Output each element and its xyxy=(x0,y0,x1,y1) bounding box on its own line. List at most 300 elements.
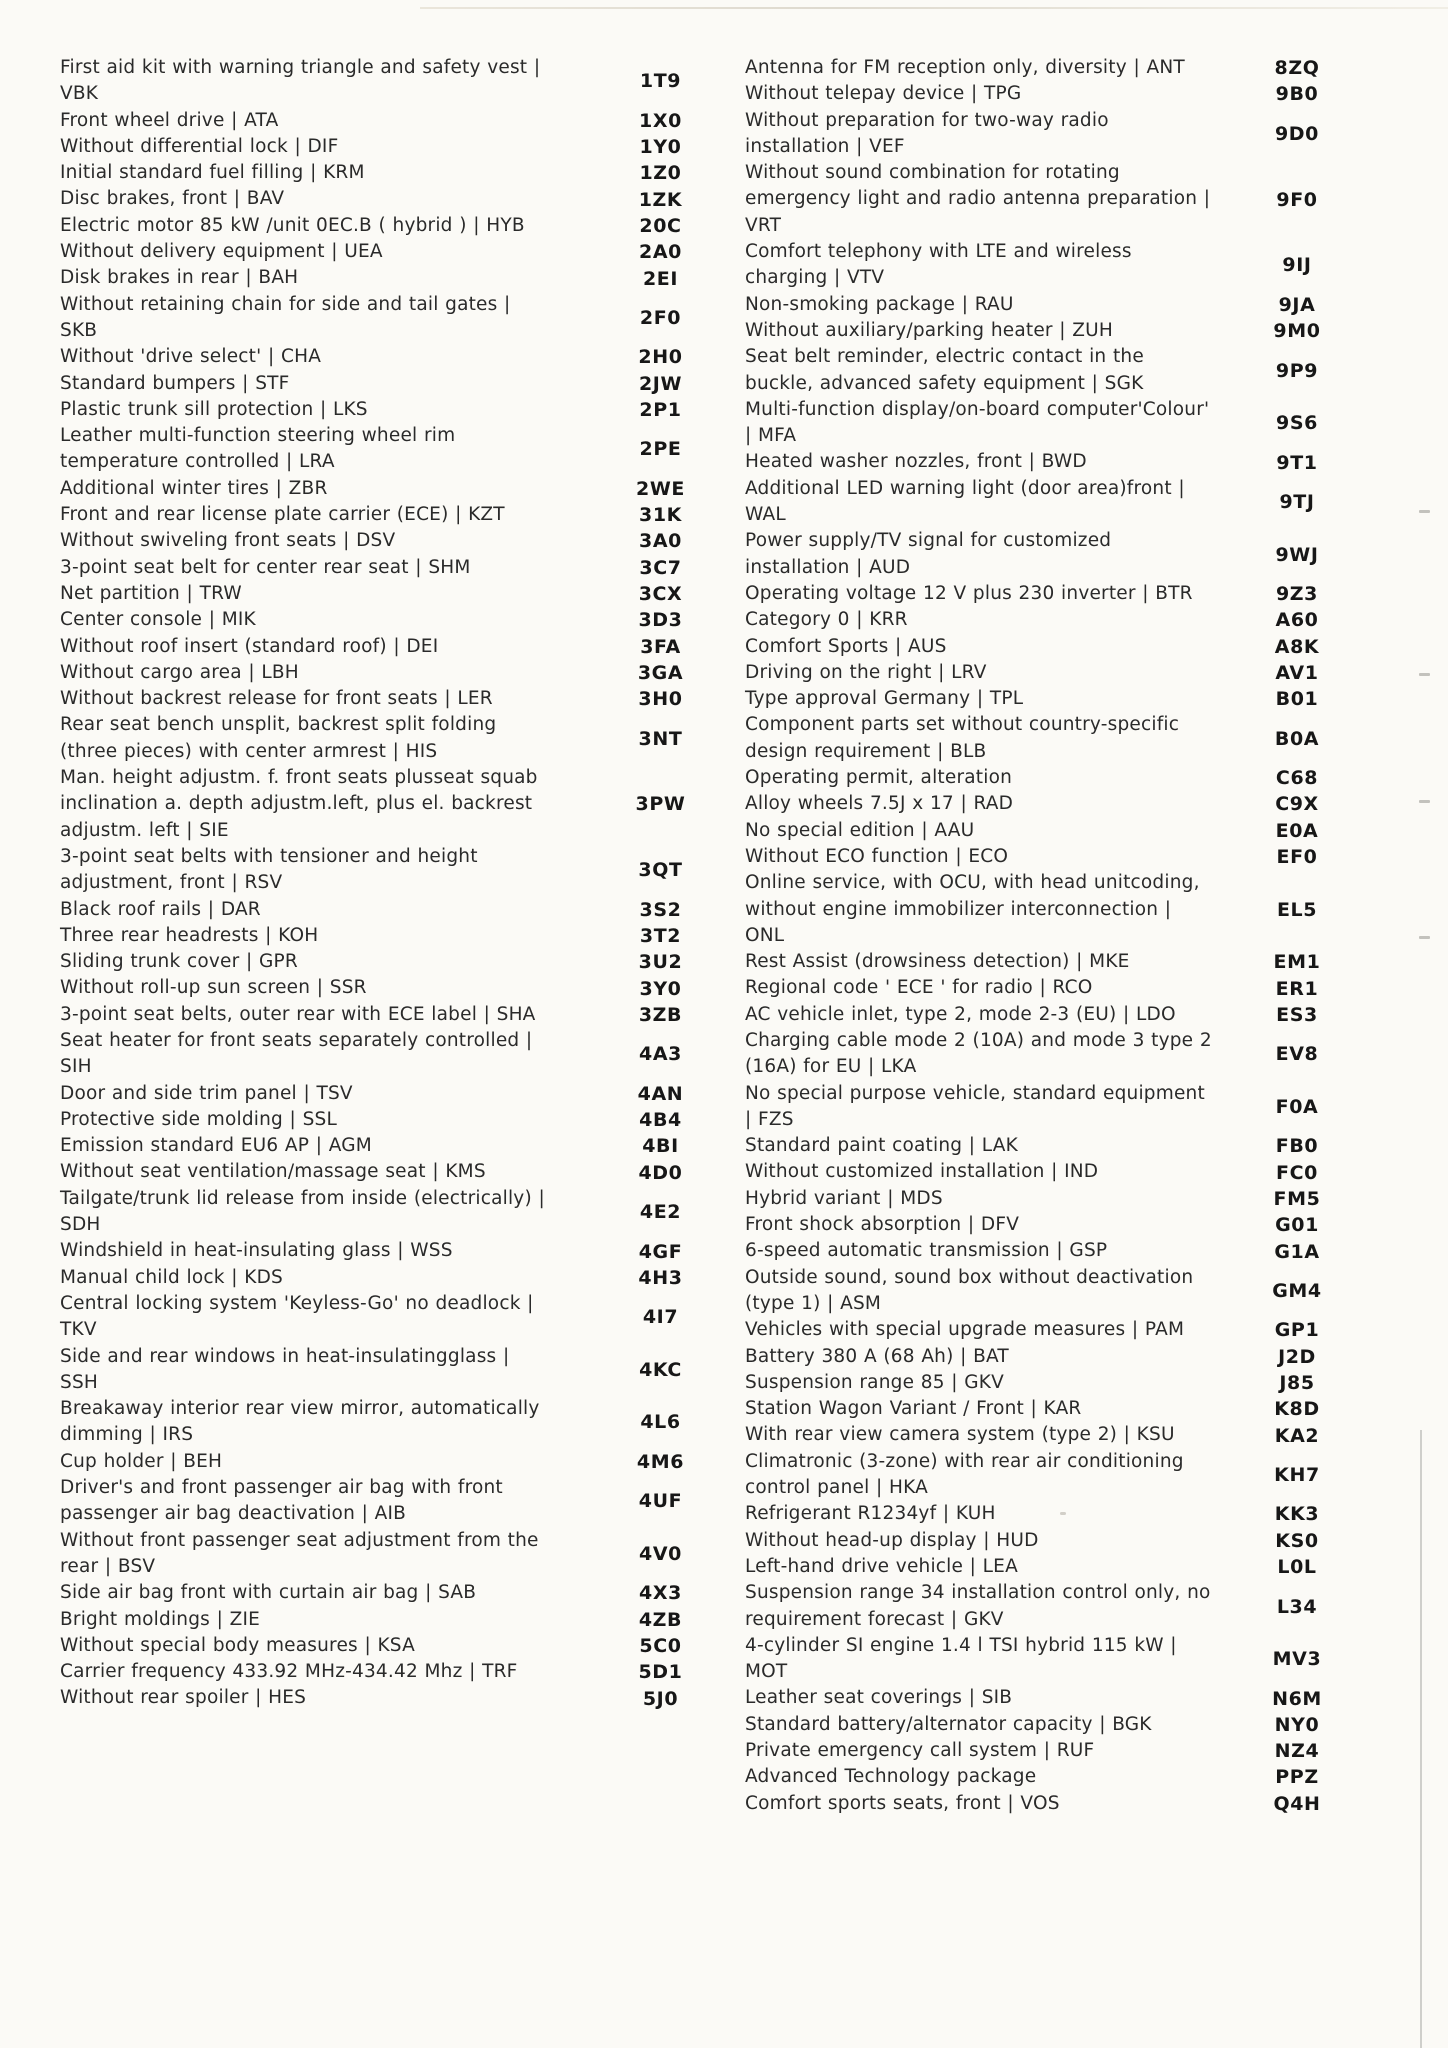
option-description: Without 'drive select' | CHA xyxy=(60,346,322,368)
option-row xyxy=(745,791,1379,817)
option-description: Alloy wheels 7.5J x 17 | RAD xyxy=(745,793,1014,815)
option-code: 4KC xyxy=(639,1358,682,1381)
option-row xyxy=(745,292,1379,318)
option-row xyxy=(60,923,769,949)
option-code: 2A0 xyxy=(639,241,682,264)
option-code: 3D3 xyxy=(638,609,683,632)
option-description: Without preparation for two-way radio installation | VEF xyxy=(745,109,1109,157)
option-description: Emission standard EU6 AP | AGM xyxy=(60,1135,372,1157)
option-code: 2H0 xyxy=(638,346,683,369)
option-code: J2D xyxy=(1278,1345,1316,1368)
option-description: Windshield in heat-insulating glass | WSS xyxy=(60,1240,453,1262)
scan-margin-dash xyxy=(1419,800,1430,803)
option-description: Initial standard fuel filling | KRM xyxy=(60,162,365,184)
option-row xyxy=(745,1186,1379,1212)
option-row xyxy=(60,1028,769,1081)
option-description: Without seat ventilation/massage seat | KMS xyxy=(60,1161,486,1183)
option-description: Suspension range 34 installation control only, no requirement forecast | GKV xyxy=(745,1582,1211,1630)
option-description: Cup holder | BEH xyxy=(60,1450,223,1472)
option-row xyxy=(745,975,1379,1001)
option-row xyxy=(60,528,769,554)
option-row xyxy=(60,55,769,108)
option-row xyxy=(745,634,1379,660)
option-row xyxy=(745,1344,1379,1370)
option-code: 3C7 xyxy=(639,556,682,579)
option-description: Vehicles with special upgrade measures | PAM xyxy=(745,1319,1185,1341)
option-row xyxy=(60,1607,769,1633)
option-row xyxy=(745,1738,1379,1764)
option-description: Additional LED warning light (door area)front | WAL xyxy=(745,477,1185,526)
option-code: 9Z3 xyxy=(1275,583,1319,606)
option-code: 9B0 xyxy=(1275,83,1319,106)
option-description: Comfort Sports | AUS xyxy=(745,635,947,657)
option-row xyxy=(745,1212,1379,1238)
option-code: ER1 xyxy=(1275,977,1319,1000)
option-row xyxy=(60,949,769,975)
option-code: 4I7 xyxy=(642,1306,679,1329)
option-code: 9P9 xyxy=(1275,359,1319,382)
option-code: 9WJ xyxy=(1275,543,1319,566)
option-code: 3T2 xyxy=(639,924,682,947)
option-description: Power supply/TV signal for customized installation | AUD xyxy=(745,530,1112,578)
option-code: 3CX xyxy=(638,583,683,606)
option-description: Standard battery/alternator capacity | BGK xyxy=(745,1713,1152,1735)
option-row xyxy=(60,1265,769,1291)
option-row xyxy=(745,686,1379,712)
option-code: 3U2 xyxy=(638,951,683,974)
option-row xyxy=(60,1685,769,1711)
option-description: 3-point seat belts with tensioner and height adjustment, front | RSV xyxy=(60,845,478,894)
option-code: FB0 xyxy=(1275,1135,1319,1158)
option-row xyxy=(60,1186,769,1239)
option-description: Without telepay device | TPG xyxy=(745,83,1022,105)
option-code: 2PE xyxy=(639,438,682,461)
option-description: Sliding trunk cover | GPR xyxy=(60,951,298,973)
option-description: Without roof insert (standard roof) | DEI xyxy=(60,635,439,657)
option-code: F0A xyxy=(1275,1095,1319,1118)
option-row xyxy=(60,634,769,660)
option-description: No special edition | AAU xyxy=(745,819,975,841)
option-code: 4L6 xyxy=(640,1411,681,1434)
option-row xyxy=(60,160,769,186)
option-code: 9M0 xyxy=(1273,320,1321,343)
option-description: Man. height adjustm. f. front seats plusseat squab inclination a. depth adjustm.left, plus el. backrest adjustm. left | SIE xyxy=(60,767,538,841)
option-description: Door and side trim panel | TSV xyxy=(60,1082,353,1104)
option-code: 4BI xyxy=(642,1135,679,1158)
option-code: 1X0 xyxy=(639,109,682,132)
option-description: Leather seat coverings | SIB xyxy=(745,1687,1013,1709)
option-code: 5D1 xyxy=(638,1661,683,1684)
option-code: 9IJ xyxy=(1282,254,1312,277)
option-row xyxy=(60,1580,769,1606)
option-row xyxy=(745,581,1379,607)
option-row xyxy=(60,1107,769,1133)
option-code: 9JA xyxy=(1278,293,1316,316)
option-row xyxy=(60,1002,769,1028)
option-row xyxy=(60,239,769,265)
option-row xyxy=(745,1396,1379,1422)
option-code: EV8 xyxy=(1275,1043,1319,1066)
option-row xyxy=(745,1449,1379,1502)
option-row xyxy=(60,1475,769,1528)
option-code: KH7 xyxy=(1274,1464,1320,1487)
option-description: Front shock absorption | DFV xyxy=(745,1214,1020,1236)
option-description: Without cargo area | LBH xyxy=(60,661,299,683)
option-code: 2WE xyxy=(636,477,685,500)
option-row xyxy=(745,1159,1379,1185)
option-row xyxy=(60,581,769,607)
option-description: AC vehicle inlet, type 2, mode 2-3 (EU) | LDO xyxy=(745,1003,1176,1025)
option-row xyxy=(745,1133,1379,1159)
option-description: Side and rear windows in heat-insulatingglass | SSH xyxy=(60,1345,510,1393)
option-row xyxy=(745,949,1379,975)
option-code: 5C0 xyxy=(639,1634,682,1657)
option-row xyxy=(745,318,1379,344)
scan-margin-dash xyxy=(1419,510,1430,513)
option-code: 4X3 xyxy=(639,1582,682,1605)
option-row xyxy=(745,1265,1379,1318)
option-description: No special purpose vehicle, standard equipment | FZS xyxy=(745,1082,1205,1130)
option-code: 4ZB xyxy=(638,1608,683,1631)
option-description: Climatronic (3-zone) with rear air conditioning control panel | HKA xyxy=(745,1450,1184,1499)
option-description: Front and rear license plate carrier (ECE) | KZT xyxy=(60,504,505,526)
option-description: Left-hand drive vehicle | LEA xyxy=(745,1555,1018,1577)
option-description: Component parts set without country-specific design requirement | BLB xyxy=(745,714,1180,762)
option-code: 3QT xyxy=(638,859,683,882)
option-description: First aid kit with warning triangle and safety vest | VBK xyxy=(60,57,541,105)
option-code: NY0 xyxy=(1274,1713,1320,1736)
option-row xyxy=(60,1133,769,1159)
option-description: Front wheel drive | ATA xyxy=(60,109,279,131)
option-row xyxy=(745,870,1379,949)
option-code: 3FA xyxy=(640,635,681,658)
option-row xyxy=(745,1580,1379,1633)
option-description: Without front passenger seat adjustment from the rear | BSV xyxy=(60,1529,539,1577)
option-description: Black roof rails | DAR xyxy=(60,898,261,920)
option-description: Rear seat bench unsplit, backrest split folding (three pieces) with center armrest | HIS xyxy=(60,714,497,762)
option-row xyxy=(745,55,1379,81)
option-code: 3NT xyxy=(638,727,683,750)
scan-margin-dash xyxy=(1419,936,1430,939)
option-description: Non-smoking package | RAU xyxy=(745,293,1014,315)
option-description: Tailgate/trunk lid release from inside (electrically) | SDH xyxy=(60,1187,545,1236)
option-description: Standard paint coating | LAK xyxy=(745,1135,1018,1157)
option-code: 3ZB xyxy=(638,1003,683,1026)
option-code: GP1 xyxy=(1274,1319,1320,1342)
option-code: B0A xyxy=(1274,727,1320,750)
option-code: 4A3 xyxy=(639,1043,682,1066)
option-row xyxy=(745,344,1379,397)
option-row xyxy=(60,423,769,476)
option-description: Without differential lock | DIF xyxy=(60,135,339,157)
option-row xyxy=(60,1344,769,1397)
option-row xyxy=(745,1370,1379,1396)
option-code: GM4 xyxy=(1272,1279,1322,1302)
scan-top-edge-artifact xyxy=(420,7,1448,9)
option-row xyxy=(745,239,1379,292)
option-row xyxy=(745,1528,1379,1554)
option-code: PPZ xyxy=(1275,1766,1319,1789)
option-code: 4UF xyxy=(638,1490,683,1513)
option-description: Seat heater for front seats separately controlled | SIH xyxy=(60,1029,533,1078)
option-code: 2JW xyxy=(638,372,683,395)
option-row xyxy=(745,1081,1379,1134)
option-code: L34 xyxy=(1276,1595,1318,1618)
option-description: Private emergency call system | RUF xyxy=(745,1740,1095,1761)
option-code: KA2 xyxy=(1274,1424,1320,1447)
option-row xyxy=(745,1002,1379,1028)
option-description: Disk brakes in rear | BAH xyxy=(60,267,299,289)
option-row xyxy=(745,1238,1379,1264)
option-code: A8K xyxy=(1274,635,1320,658)
option-code: 9F0 xyxy=(1276,188,1318,211)
option-description: Net partition | TRW xyxy=(60,582,242,604)
option-description: Leather multi-function steering wheel rim temperature controlled | LRA xyxy=(60,425,456,473)
option-row xyxy=(60,292,769,345)
option-row xyxy=(745,160,1379,239)
option-code: A60 xyxy=(1275,609,1319,632)
option-description: Manual child lock | KDS xyxy=(60,1266,283,1288)
options-column-left xyxy=(60,55,769,1712)
option-code: 4V0 xyxy=(639,1542,682,1565)
option-code: ES3 xyxy=(1276,1003,1318,1026)
option-description: Operating permit, alteration xyxy=(745,767,1013,789)
option-description: Regional code ' ECE ' for radio | RCO xyxy=(745,977,1093,999)
option-code: B01 xyxy=(1275,688,1319,711)
option-code: 4GF xyxy=(638,1240,683,1263)
option-code: Q4H xyxy=(1273,1792,1321,1815)
option-row xyxy=(745,607,1379,633)
option-description: Operating voltage 12 V plus 230 inverter | BTR xyxy=(745,582,1193,604)
option-code: C9X xyxy=(1275,793,1319,816)
option-row xyxy=(60,1396,769,1449)
scan-right-edge-line xyxy=(1420,1430,1422,2048)
option-description: Type approval Germany | TPL xyxy=(745,688,1024,710)
option-row xyxy=(745,397,1379,450)
option-row xyxy=(745,476,1379,529)
option-code: FM5 xyxy=(1273,1187,1321,1210)
option-row xyxy=(745,1633,1379,1686)
option-description: Without swiveling front seats | DSV xyxy=(60,530,396,552)
option-code: 2P1 xyxy=(639,399,682,421)
option-code: G1A xyxy=(1274,1240,1320,1263)
option-row xyxy=(60,502,769,528)
option-code: 31K xyxy=(639,504,682,527)
option-description: Plastic trunk sill protection | LKS xyxy=(60,398,368,420)
option-row xyxy=(60,1291,769,1344)
option-row xyxy=(60,686,769,712)
option-code: 3H0 xyxy=(638,688,683,711)
options-column-right xyxy=(745,55,1379,1817)
option-code: E0A xyxy=(1275,819,1319,842)
option-code: 4B4 xyxy=(639,1109,682,1132)
option-row xyxy=(60,108,769,134)
option-row xyxy=(745,1028,1379,1081)
option-description: Suspension range 85 | GKV xyxy=(745,1371,1004,1393)
option-description: Without roll-up sun screen | SSR xyxy=(60,977,367,999)
option-code: 5J0 xyxy=(642,1687,679,1710)
option-description: Disc brakes, front | BAV xyxy=(60,188,285,210)
option-code: 2EI xyxy=(642,267,679,290)
option-row xyxy=(60,1528,769,1581)
option-description: Refrigerant R1234yf | KUH xyxy=(745,1503,996,1525)
scan-margin-dash xyxy=(1419,673,1430,676)
option-description: Carrier frequency 433.92 MHz-434.42 Mhz | TRF xyxy=(60,1661,518,1683)
option-description: Side air bag front with curtain air bag | SAB xyxy=(60,1582,477,1604)
option-code: 1T9 xyxy=(639,70,682,93)
option-code: 9T1 xyxy=(1276,451,1318,474)
option-description: Outside sound, sound box without deactivation (type 1) | ASM xyxy=(745,1266,1194,1314)
option-description: Standard bumpers | STF xyxy=(60,372,290,394)
option-description: Multi-function display/on-board computer'Colour' | MFA xyxy=(745,398,1210,447)
option-row xyxy=(745,528,1379,581)
option-description: Battery 380 A (68 Ah) | BAT xyxy=(745,1345,1009,1367)
option-code: J85 xyxy=(1279,1371,1315,1394)
option-description: Without sound combination for rotating emergency light and radio antenna preparation | VRT xyxy=(745,162,1211,236)
option-code: 4E2 xyxy=(639,1201,682,1224)
option-description: Three rear headrests | KOH xyxy=(60,924,319,946)
option-row xyxy=(745,1422,1379,1448)
option-code: 3S2 xyxy=(639,898,682,921)
option-description: Without backrest release for front seats | LER xyxy=(60,688,493,710)
option-code: C68 xyxy=(1275,767,1319,790)
option-row xyxy=(60,555,769,581)
option-code: NZ4 xyxy=(1274,1740,1320,1763)
option-description: 3-point seat belts, outer rear with ECE label | SHA xyxy=(60,1003,536,1025)
option-code: 9TJ xyxy=(1279,491,1315,514)
option-description: Station Wagon Variant / Front | KAR xyxy=(745,1398,1082,1420)
option-row xyxy=(60,897,769,923)
option-description: Driver's and front passenger air bag with front passenger air bag deactivation | AIB xyxy=(60,1477,503,1525)
option-row xyxy=(745,1712,1379,1738)
option-description: Additional winter tires | ZBR xyxy=(60,477,328,499)
option-row xyxy=(60,1659,769,1685)
option-description: Antenna for FM reception only, diversity | ANT xyxy=(745,57,1185,78)
option-row xyxy=(60,1238,769,1264)
option-description: Central locking system 'Keyless-Go' no deadlock | TKV xyxy=(60,1292,534,1341)
option-row xyxy=(745,108,1379,161)
option-description: Without delivery equipment | UEA xyxy=(60,241,383,263)
option-description: Category 0 | KRR xyxy=(745,609,908,631)
option-row xyxy=(60,213,769,239)
option-description: Without customized installation | IND xyxy=(745,1161,1099,1183)
option-row xyxy=(60,1081,769,1107)
option-row xyxy=(745,1791,1379,1817)
option-row xyxy=(745,449,1379,475)
option-code: 9S6 xyxy=(1276,412,1318,435)
option-description: Without ECO function | ECO xyxy=(745,845,1009,867)
option-code: 3A0 xyxy=(639,530,682,553)
option-description: 6-speed automatic transmission | GSP xyxy=(745,1240,1108,1262)
option-code: 3PW xyxy=(635,793,686,816)
option-row xyxy=(60,1449,769,1475)
option-code: K8D xyxy=(1274,1398,1320,1421)
option-row xyxy=(60,476,769,502)
option-code: 3GA xyxy=(637,661,684,684)
option-row xyxy=(745,1685,1379,1711)
option-code: 2F0 xyxy=(639,306,682,329)
option-code: EL5 xyxy=(1276,898,1318,921)
option-row xyxy=(60,186,769,212)
option-description: Breakaway interior rear view mirror, automatically dimming | IRS xyxy=(60,1398,540,1446)
option-row xyxy=(60,1159,769,1185)
option-code: FC0 xyxy=(1276,1161,1318,1184)
option-description: Heated washer nozzles, front | BWD xyxy=(745,451,1087,473)
option-code: N6M xyxy=(1272,1687,1322,1710)
option-description: Without rear spoiler | HES xyxy=(60,1687,307,1709)
option-row xyxy=(60,265,769,291)
option-code: G01 xyxy=(1275,1214,1319,1237)
option-row xyxy=(60,134,769,160)
option-row xyxy=(745,660,1379,686)
option-row xyxy=(60,371,769,397)
option-row xyxy=(745,1764,1379,1790)
option-code: 3Y0 xyxy=(639,977,682,1000)
option-code: 8ZQ xyxy=(1274,57,1320,80)
option-description: Driving on the right | LRV xyxy=(745,661,987,683)
option-row xyxy=(745,81,1379,107)
option-code: 20C xyxy=(639,214,682,237)
option-row xyxy=(745,818,1379,844)
option-code: MV3 xyxy=(1272,1648,1322,1671)
option-code: 4D0 xyxy=(638,1161,683,1184)
option-description: Advanced Technology package xyxy=(745,1766,1037,1788)
option-code: 9D0 xyxy=(1274,122,1319,145)
option-row xyxy=(745,844,1379,870)
option-row xyxy=(745,1501,1379,1527)
option-row xyxy=(745,712,1379,765)
option-code: KK3 xyxy=(1274,1503,1320,1526)
option-row xyxy=(60,607,769,633)
option-description: Hybrid variant | MDS xyxy=(745,1187,943,1209)
option-description: Protective side molding | SSL xyxy=(60,1108,337,1130)
option-code: AV1 xyxy=(1275,661,1319,684)
option-code: 1Z0 xyxy=(639,162,682,185)
option-row xyxy=(745,765,1379,791)
option-code: EF0 xyxy=(1276,846,1318,869)
option-description: With rear view camera system (type 2) | KSU xyxy=(745,1424,1175,1446)
option-row xyxy=(60,844,769,897)
option-code: KS0 xyxy=(1275,1529,1319,1552)
option-description: Without retaining chain for side and tail gates | SKB xyxy=(60,293,511,341)
option-row xyxy=(60,1633,769,1659)
option-code: 1Y0 xyxy=(639,136,682,159)
option-description: 3-point seat belt for center rear seat | SHM xyxy=(60,556,471,578)
option-description: 4-cylinder SI engine 1.4 l TSI hybrid 115 kW | MOT xyxy=(745,1634,1177,1683)
option-description: Without auxiliary/parking heater | ZUH xyxy=(745,319,1114,341)
option-code: 4AN xyxy=(637,1082,684,1105)
option-code: EM1 xyxy=(1273,951,1321,974)
option-code: 4M6 xyxy=(636,1450,685,1473)
option-description: Seat belt reminder, electric contact in the buckle, advanced safety equipment | SGK xyxy=(745,346,1144,394)
option-description: Without head-up display | HUD xyxy=(745,1529,1039,1551)
option-code: L0L xyxy=(1277,1556,1317,1579)
option-row xyxy=(745,1317,1379,1343)
option-row xyxy=(60,712,769,765)
option-code: 1ZK xyxy=(638,188,683,211)
option-description: Online service, with OCU, with head unitcoding, without engine immobilizer interconnection | ONL xyxy=(745,872,1200,946)
option-description: Without special body measures | KSA xyxy=(60,1634,415,1656)
option-row xyxy=(60,344,769,370)
option-description: Center console | MIK xyxy=(60,609,256,631)
option-row xyxy=(60,975,769,1001)
option-description: Bright moldings | ZIE xyxy=(60,1608,261,1630)
option-row xyxy=(745,1554,1379,1580)
option-description: Comfort telephony with LTE and wireless charging | VTV xyxy=(745,241,1132,289)
option-code: 4H3 xyxy=(638,1266,683,1289)
option-row xyxy=(60,397,769,423)
option-row xyxy=(60,765,769,844)
